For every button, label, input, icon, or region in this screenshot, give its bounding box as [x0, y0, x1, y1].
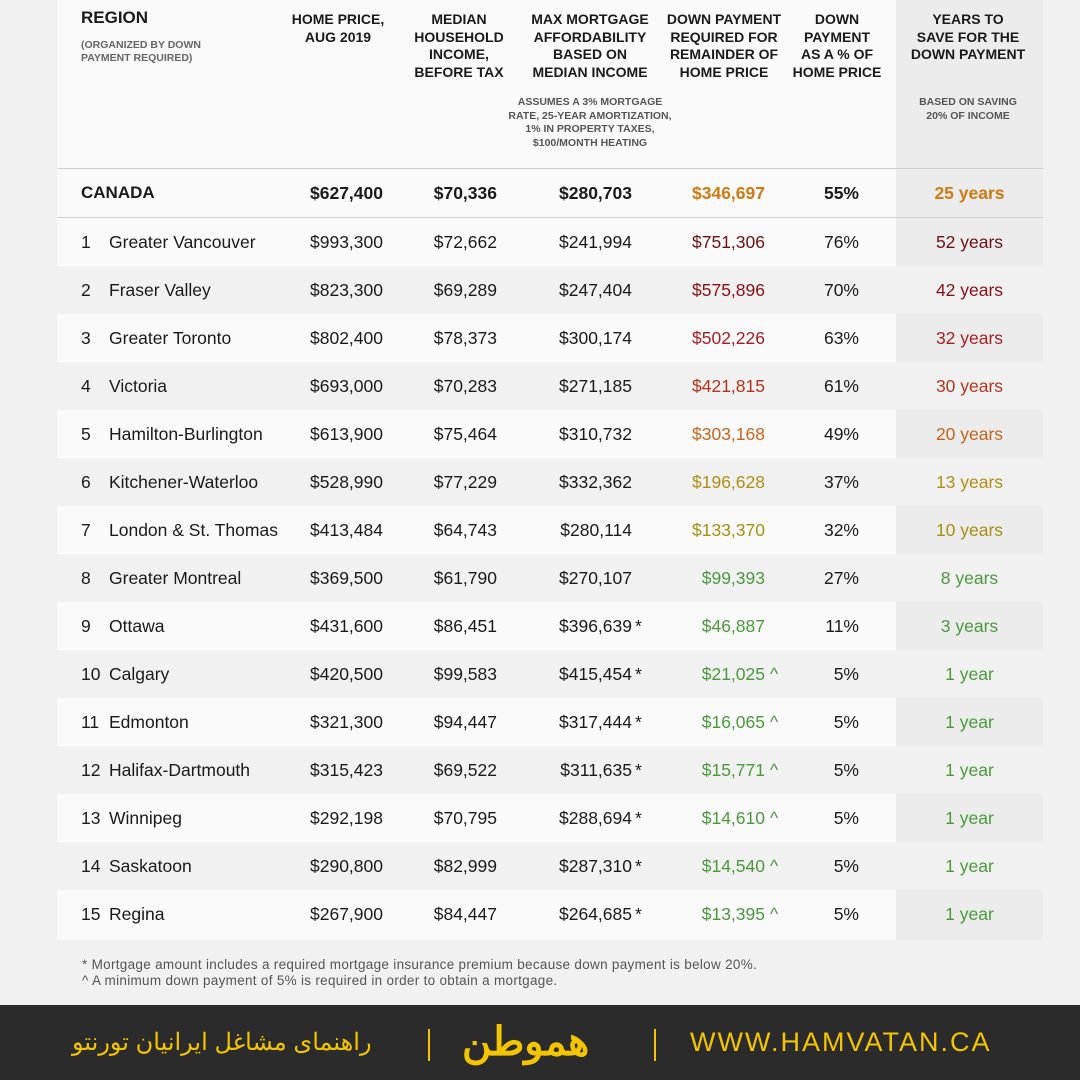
row-asterisk [635, 506, 647, 554]
row-income: $86,451 [433, 616, 497, 636]
row-rank: 12 [81, 760, 101, 780]
row-caret [770, 458, 782, 506]
row-home-price: $613,900 [310, 424, 383, 444]
table-row [57, 362, 1043, 410]
row-percent: 11% [825, 616, 859, 636]
row-caret [770, 410, 782, 458]
table-row [57, 554, 1043, 602]
footer-separator-left [428, 1029, 430, 1061]
row-rank: 10 [81, 664, 101, 684]
row-asterisk: * [635, 616, 642, 636]
row-percent: 70% [823, 280, 859, 300]
row-mortgage: $415,454 [559, 664, 632, 684]
row-down-payment: $46,887 [701, 616, 765, 636]
row-years: 1 year [945, 808, 994, 828]
row-region-name: Hamilton-Burlington [109, 424, 263, 444]
row-rank: 11 [81, 712, 100, 732]
row-mortgage: $271,185 [559, 376, 632, 396]
canada-name: CANADA [81, 183, 155, 202]
row-asterisk: * [635, 856, 642, 876]
table-row [57, 266, 1043, 314]
row-region-name: Fraser Valley [109, 280, 211, 300]
row-years: 1 year [945, 856, 994, 876]
down-payment-header: DOWN PAYMENT REQUIRED FOR REMAINDER OF HOME PRICE [666, 11, 782, 80]
row-percent: 27% [823, 568, 859, 588]
canada-price: $627,400 [310, 183, 383, 203]
table-row [57, 650, 1043, 698]
region-subheader: (ORGANIZED BY DOWN PAYMENT REQUIRED) [81, 39, 201, 64]
mortgage-note: ASSUMES A 3% MORTGAGE RATE, 25-YEAR AMORTIZATION, 1% IN PROPERTY TAXES, $100/MONTH HEATING [508, 96, 672, 149]
row-percent: 5% [833, 760, 859, 780]
row-rank: 3 [81, 328, 91, 348]
region-header: REGION [81, 8, 149, 27]
canada-years: 25 years [934, 183, 1005, 203]
row-down-payment: $502,226 [692, 328, 765, 348]
row-mortgage: $247,404 [559, 280, 632, 300]
row-mortgage: $241,994 [559, 232, 632, 252]
row-caret [770, 506, 782, 554]
row-down-payment: $99,393 [701, 568, 765, 588]
row-percent: 5% [833, 712, 859, 732]
row-region-name: Kitchener-Waterloo [109, 472, 259, 492]
row-income: $69,522 [433, 760, 497, 780]
row-income: $82,999 [433, 856, 497, 876]
row-years: 10 years [935, 520, 1004, 540]
table-row [57, 218, 1043, 266]
row-mortgage: $270,107 [559, 568, 632, 588]
row-region-name: Regina [109, 904, 165, 924]
row-asterisk: * [635, 712, 642, 732]
row-percent: 37% [823, 472, 859, 492]
row-mortgage: $288,694 [559, 808, 632, 828]
footer-logo: هموطن [462, 1020, 590, 1064]
row-mortgage: $332,362 [559, 472, 632, 492]
row-percent: 5% [833, 808, 859, 828]
row-asterisk [635, 458, 647, 506]
row-asterisk: * [635, 664, 642, 684]
row-mortgage: $317,444 [559, 712, 632, 732]
row-income: $94,447 [433, 712, 497, 732]
row-rank: 4 [81, 376, 91, 396]
row-years: 42 years [935, 280, 1004, 300]
row-mortgage: $264,685 [559, 904, 632, 924]
row-caret: ^ [770, 760, 779, 780]
row-region-name: Halifax-Dartmouth [109, 760, 251, 780]
row-caret [770, 314, 782, 362]
row-asterisk: * [635, 808, 642, 828]
row-percent: 76% [823, 232, 859, 252]
row-income: $70,283 [433, 376, 497, 396]
row-caret: ^ [770, 808, 779, 828]
row-asterisk [635, 410, 647, 458]
row-mortgage: $310,732 [559, 424, 632, 444]
table-row [57, 890, 1043, 938]
row-mortgage: $311,635 [560, 760, 632, 780]
row-region-name: Winnipeg [109, 808, 182, 828]
row-years: 30 years [935, 376, 1004, 396]
table-row [57, 410, 1043, 458]
row-asterisk [635, 266, 647, 314]
row-down-payment: $14,540 [701, 856, 765, 876]
row-rank: 13 [81, 808, 101, 828]
row-asterisk [635, 314, 647, 362]
row-home-price: $823,300 [310, 280, 383, 300]
percent-header: DOWN PAYMENT AS A % OF HOME PRICE [792, 11, 882, 80]
row-down-payment: $21,025 [701, 664, 765, 684]
row-home-price: $267,900 [310, 904, 383, 924]
row-down-payment: $196,628 [692, 472, 765, 492]
row-income: $77,229 [433, 472, 497, 492]
row-home-price: $321,300 [310, 712, 383, 732]
row-rank: 14 [81, 856, 101, 876]
row-caret: ^ [770, 856, 779, 876]
row-caret: ^ [770, 664, 779, 684]
row-down-payment: $16,065 [701, 712, 765, 732]
footnote-asterisk: * Mortgage amount includes a required mortgage insurance premium because down payment is below 20%. [82, 957, 758, 972]
footer-separator-right [654, 1029, 656, 1061]
row-income: $78,373 [433, 328, 497, 348]
row-down-payment: $15,771 [701, 760, 765, 780]
row-down-payment: $133,370 [692, 520, 765, 540]
row-income: $75,464 [433, 424, 497, 444]
row-income: $70,795 [433, 808, 497, 828]
table-row [57, 794, 1043, 842]
row-home-price: $431,600 [310, 616, 383, 636]
canada-down: $346,697 [692, 183, 765, 203]
row-years: 1 year [945, 712, 994, 732]
row-mortgage: $287,310 [559, 856, 632, 876]
row-home-price: $292,198 [310, 808, 383, 828]
table-row [57, 698, 1043, 746]
row-rank: 15 [81, 904, 101, 924]
row-home-price: $802,400 [310, 328, 383, 348]
row-down-payment: $421,815 [692, 376, 765, 396]
row-years: 1 year [945, 760, 994, 780]
row-rank: 6 [81, 472, 91, 492]
row-years: 20 years [935, 424, 1004, 444]
row-income: $84,447 [433, 904, 497, 924]
row-region-name: Calgary [109, 664, 170, 684]
footnotes [82, 957, 757, 989]
row-region-name: Greater Toronto [109, 328, 232, 348]
row-rank: 1 [81, 232, 91, 252]
row-asterisk [635, 218, 647, 266]
years-header: YEARS TO SAVE FOR THE DOWN PAYMENT [910, 11, 1026, 62]
income-header: MEDIAN HOUSEHOLD INCOME, BEFORE TAX [414, 11, 504, 80]
row-region-name: Victoria [109, 376, 168, 396]
row-mortgage: $280,114 [560, 520, 632, 540]
row-home-price: $290,800 [310, 856, 383, 876]
row-mortgage: $300,174 [559, 328, 632, 348]
home-price-header: HOME PRICE, AUG 2019 [291, 11, 385, 45]
row-years: 1 year [945, 664, 994, 684]
row-income: $99,583 [433, 664, 497, 684]
row-percent: 5% [833, 904, 859, 924]
row-asterisk: * [635, 904, 642, 924]
row-asterisk [635, 554, 647, 602]
table-row [57, 842, 1043, 890]
table-row [57, 746, 1043, 794]
row-region-name: Greater Montreal [109, 568, 242, 588]
row-years: 1 year [945, 904, 994, 924]
row-home-price: $993,300 [310, 232, 383, 252]
table-row [57, 602, 1043, 650]
row-years: 13 years [935, 472, 1004, 492]
row-asterisk: * [635, 760, 642, 780]
mortgage-header: MAX MORTGAGE AFFORDABILITY BASED ON MEDIAN INCOME [531, 11, 649, 80]
row-region-name: Saskatoon [109, 856, 192, 876]
row-down-payment: $14,610 [701, 808, 765, 828]
row-percent: 63% [823, 328, 859, 348]
row-percent: 5% [833, 664, 859, 684]
row-caret: ^ [770, 904, 779, 924]
table-header [57, 0, 1043, 168]
row-down-payment: $13,395 [701, 904, 765, 924]
row-home-price: $420,500 [310, 664, 383, 684]
footer-tagline: راهنمای مشاغل ایرانیان تورنتو [72, 1029, 372, 1056]
canada-income: $70,336 [433, 183, 497, 203]
canada-pct: 55% [823, 183, 859, 203]
row-rank: 8 [81, 568, 91, 588]
row-percent: 5% [833, 856, 859, 876]
row-caret [770, 218, 782, 266]
row-income: $69,289 [433, 280, 497, 300]
row-home-price: $369,500 [310, 568, 383, 588]
row-income: $61,790 [433, 568, 497, 588]
row-caret [770, 362, 782, 410]
row-years: 8 years [940, 568, 999, 588]
table-row [57, 458, 1043, 506]
row-region-name: London & St. Thomas [109, 520, 278, 540]
row-caret [770, 602, 782, 650]
row-income: $72,662 [433, 232, 497, 252]
row-rank: 5 [81, 424, 91, 444]
row-years: 32 years [935, 328, 1004, 348]
row-mortgage: $396,639 [559, 616, 632, 636]
row-home-price: $693,000 [310, 376, 383, 396]
row-years: 3 years [940, 616, 999, 636]
row-down-payment: $751,306 [692, 232, 765, 252]
canada-mortgage: $280,703 [559, 183, 632, 203]
row-years: 52 years [935, 232, 1004, 252]
row-percent: 32% [823, 520, 859, 540]
footnote-caret: ^ A minimum down payment of 5% is required in order to obtain a mortgage. [82, 973, 558, 988]
row-region-name: Ottawa [109, 616, 165, 636]
row-income: $64,743 [433, 520, 497, 540]
row-home-price: $528,990 [310, 472, 383, 492]
row-caret [770, 266, 782, 314]
row-home-price: $315,423 [310, 760, 383, 780]
row-region-name: Greater Vancouver [109, 232, 256, 252]
row-home-price: $413,484 [310, 520, 383, 540]
row-down-payment: $303,168 [692, 424, 765, 444]
row-rank: 9 [81, 616, 91, 636]
table-row [57, 506, 1043, 554]
row-region-name: Edmonton [109, 712, 189, 732]
row-percent: 61% [823, 376, 859, 396]
row-down-payment: $575,896 [692, 280, 765, 300]
row-rank: 7 [81, 520, 91, 540]
footer-bar [0, 1005, 1080, 1080]
row-caret [770, 554, 782, 602]
canada-row [57, 169, 1043, 217]
row-asterisk [635, 362, 647, 410]
years-note: BASED ON SAVING 20% OF INCOME [919, 96, 1017, 122]
table-row [57, 314, 1043, 362]
row-rank: 2 [81, 280, 91, 300]
footer-url[interactable]: WWW.HAMVATAN.CA [690, 1027, 992, 1057]
row-percent: 49% [823, 424, 859, 444]
row-caret: ^ [770, 712, 779, 732]
